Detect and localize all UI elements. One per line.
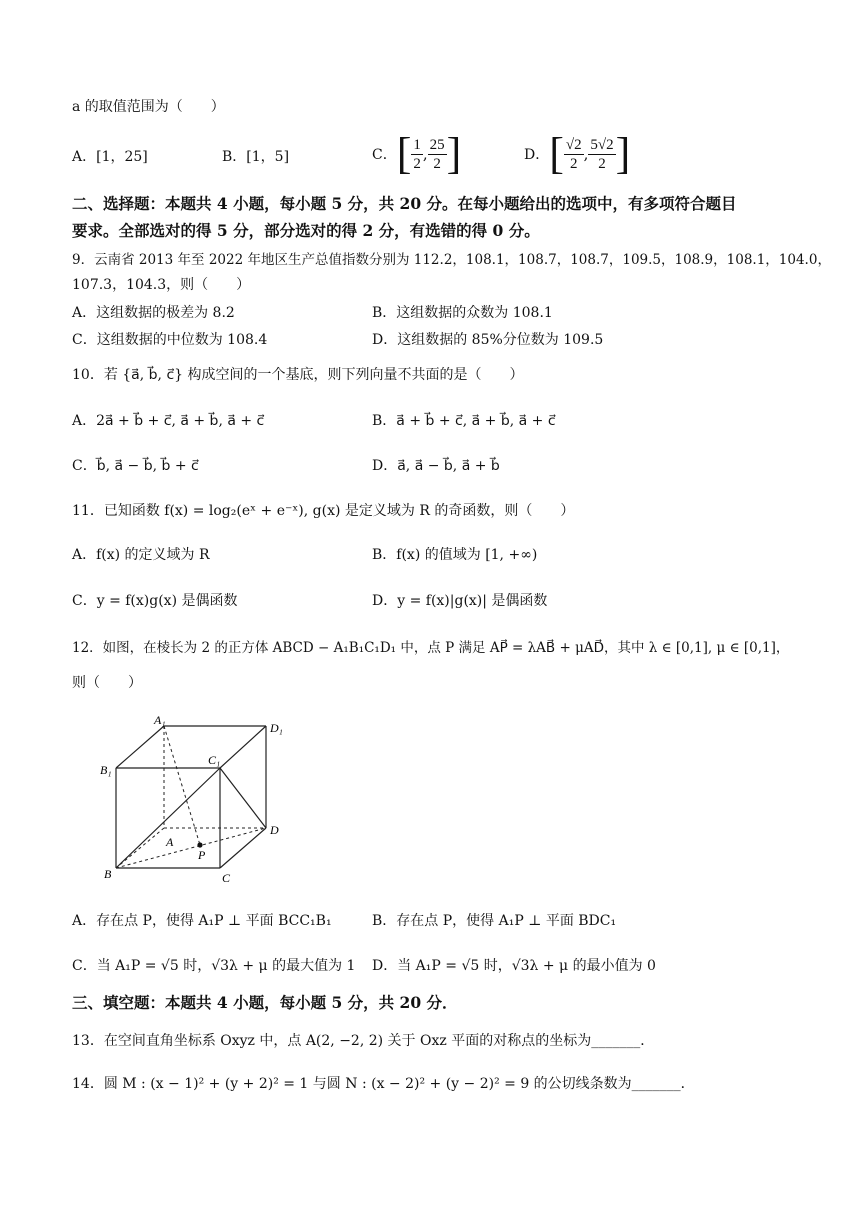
q12-stem-line1: 12．如图，在棱长为 2 的正方体 ABCD − A₁B₁C₁D₁ 中，点 P 满足 AP⃗ = λAB⃗ + μAD⃗，其中 λ ∈ [0,1], μ ∈ [0,1]， xyxy=(72,640,790,656)
label-c1: C₁ xyxy=(208,753,221,767)
q12-stem-line2: 则（ ） xyxy=(72,675,142,691)
segment-a1p-hidden xyxy=(164,726,200,845)
label-d: D xyxy=(270,823,279,837)
q8-option-b: B．[1，5] xyxy=(222,149,290,165)
q10-stem: 10．若 {a⃗, b⃗, c⃗} 构成空间的一个基底，则下列向量不共面的是（ ） xyxy=(72,367,524,383)
frac-den: 2 xyxy=(433,155,441,172)
q10-option-a: A．2a⃗ + b⃗ + c⃗, a⃗ + b⃗, a⃗ + c⃗ xyxy=(72,413,265,429)
q11-option-a: A．f(x) 的定义域为 R xyxy=(72,547,210,563)
section2-line2: 要求。全部选对的得 5 分，部分选对的得 2 分，有选错的得 0 分。 xyxy=(72,221,540,240)
edge-dc xyxy=(220,828,266,868)
q12-option-d: D．当 A₁P = √5 时，√3λ + μ 的最小值为 0 xyxy=(372,958,656,974)
label-b: B xyxy=(104,867,112,881)
q8-option-c: C． [ $\frac{1}{2}$ , $\frac{25}{2}$ ] xyxy=(372,129,462,178)
q11-option-c: C．y = f(x)g(x) 是偶函数 xyxy=(72,593,238,609)
section3-heading: 三、填空题：本题共 4 小题，每小题 5 分，共 20 分． xyxy=(72,993,458,1012)
frac-num: 5√2 xyxy=(590,136,614,153)
q9-option-a: A．这组数据的极差为 8.2 xyxy=(72,305,235,321)
edge-b1a1 xyxy=(116,726,164,768)
edge-d1c1 xyxy=(220,726,266,768)
frac-num: √2 xyxy=(565,136,582,153)
q11-option-b: B．f(x) 的值域为 [1, +∞) xyxy=(372,547,538,563)
label-a: A xyxy=(166,835,174,849)
q10-option-b: B．a⃗ + b⃗ + c⃗, a⃗ + b⃗, a⃗ + c⃗ xyxy=(372,413,556,429)
cube-figure xyxy=(96,708,296,888)
label-b1: B₁ xyxy=(100,763,112,777)
q9-option-b: B．这组数据的众数为 108.1 xyxy=(372,305,553,321)
q13-stem: 13．在空间直角坐标系 Oxyz 中，点 A(2, −2, 2) 关于 Oxz 平面的对称点的坐标为_______． xyxy=(72,1033,655,1049)
q11-option-d: D．y = f(x)|g(x)| 是偶函数 xyxy=(372,593,548,609)
point-p xyxy=(197,842,202,847)
q8-tail: a 的取值范围为（ ） xyxy=(72,99,225,115)
q8-option-d-label: D． xyxy=(524,147,550,163)
q10-option-d: D．a⃗, a⃗ − b⃗, a⃗ + b⃗ xyxy=(372,458,500,474)
label-d1: D₁ xyxy=(270,721,283,735)
q12-option-b: B．存在点 P，使得 A₁P ⊥ 平面 BDC₁ xyxy=(372,913,617,929)
q9-option-c: C．这组数据的中位数为 108.4 xyxy=(72,332,268,348)
q9-option-d: D．这组数据的 85%分位数为 109.5 xyxy=(372,332,604,348)
q12-option-c: C．当 A₁P = √5 时，√3λ + μ 的最大值为 1 xyxy=(72,958,356,974)
label-a1: A₁ xyxy=(154,713,166,727)
q10-option-c: C．b⃗, a⃗ − b⃗, b⃗ + c⃗ xyxy=(72,458,199,474)
diagonal-c1d xyxy=(220,768,266,828)
frac-den: 2 xyxy=(413,155,421,172)
q8-option-a: A．[1，25] xyxy=(72,149,148,165)
frac-den: 2 xyxy=(570,155,578,172)
q9-stem-line1: 9．云南省 2013 年至 2022 年地区生产总值指数分别为 112.2，108.1，108.7，108.7，109.5，108.9，108.1，104.0， xyxy=(72,252,831,268)
q8-option-d: D． [ $\frac{√2}{2}$ , $\frac{5√2}{2}$ ] xyxy=(524,129,631,178)
q12-option-a: A．存在点 P，使得 A₁P ⊥ 平面 BCC₁B₁ xyxy=(72,913,332,929)
q9-stem-line2: 107.3，104.3，则（ ） xyxy=(72,277,251,293)
q11-stem: 11．已知函数 f(x) = log₂(eˣ + e⁻ˣ), g(x) 是定义域为 R 的奇函数，则（ ） xyxy=(72,503,575,519)
label-p: P xyxy=(198,848,206,862)
section2-line1: 二、选择题：本题共 4 小题，每小题 5 分，共 20 分。在每小题给出的选项中，有多项符合题目 xyxy=(72,194,737,213)
label-c: C xyxy=(222,871,231,885)
frac-den: 2 xyxy=(598,155,606,172)
frac-num: 25 xyxy=(429,136,445,153)
frac-num: 1 xyxy=(413,136,421,153)
q14-stem: 14．圆 M : (x − 1)² + (y + 2)² = 1 与圆 N : (x − 2)² + (y − 2)² = 9 的公切线条数为_______． xyxy=(72,1076,695,1092)
q8-option-c-label: C． xyxy=(372,147,397,163)
